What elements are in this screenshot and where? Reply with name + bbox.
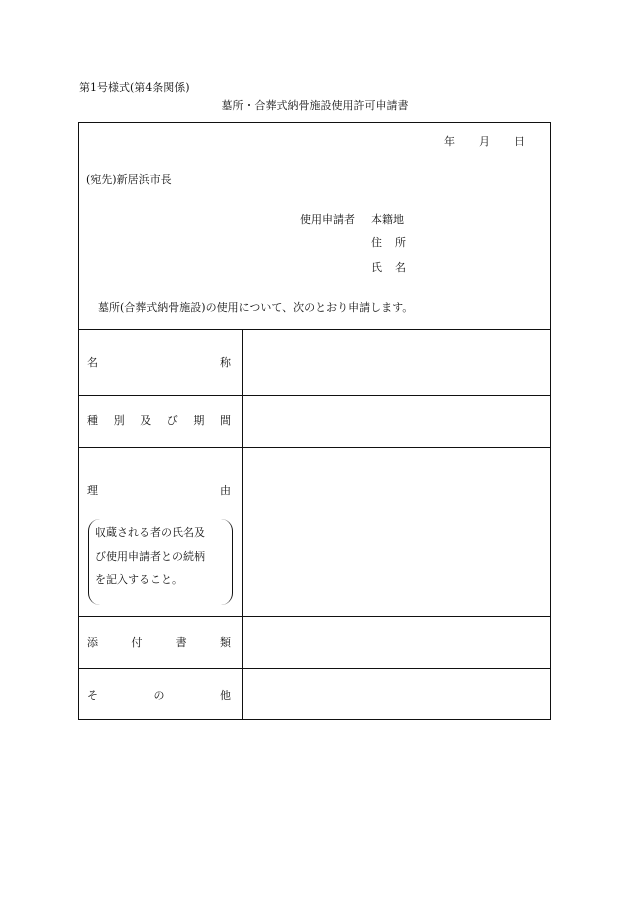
table-column-divider [242, 330, 243, 719]
addressee: (宛先)新居浜市長 [86, 173, 172, 186]
applicant-address-label-2: 所 [395, 236, 406, 249]
application-form [78, 122, 551, 720]
reason-note-line: 収蔵される者の氏名及 [95, 526, 205, 539]
row-divider [79, 395, 550, 396]
table-top-border [79, 329, 550, 330]
row-label-type-and-period: 種 別 及 び 期 間 [87, 414, 231, 427]
row-divider [79, 447, 550, 448]
form-number: 第1号様式(第4条関係) [79, 81, 190, 94]
applicant-label: 使用申請者 [300, 213, 355, 226]
row-label-reason: 理 由 [87, 484, 231, 497]
reason-note-line: び使用申請者との続柄 [95, 550, 205, 563]
applicant-name-label-1: 氏 [371, 261, 382, 274]
date-day-label: 日 [514, 135, 525, 148]
date-month-label: 月 [479, 135, 490, 148]
form-title: 墓所・合葬式納骨施設使用許可申請書 [221, 99, 409, 112]
applicant-name-label-2: 名 [395, 261, 406, 274]
row-label-other: そ の 他 [87, 689, 231, 702]
application-statement: 墓所(合葬式納骨施設)の使用について、次のとおり申請します。 [98, 301, 414, 314]
row-divider [79, 668, 550, 669]
row-divider [79, 616, 550, 617]
applicant-domicile-label: 本籍地 [371, 213, 404, 226]
row-label-name: 名 称 [87, 356, 231, 369]
reason-note-line: を記入すること。 [95, 573, 183, 586]
applicant-address-label-1: 住 [371, 236, 382, 249]
row-label-attachments: 添 付 書 類 [87, 636, 231, 649]
date-year-label: 年 [444, 135, 455, 148]
